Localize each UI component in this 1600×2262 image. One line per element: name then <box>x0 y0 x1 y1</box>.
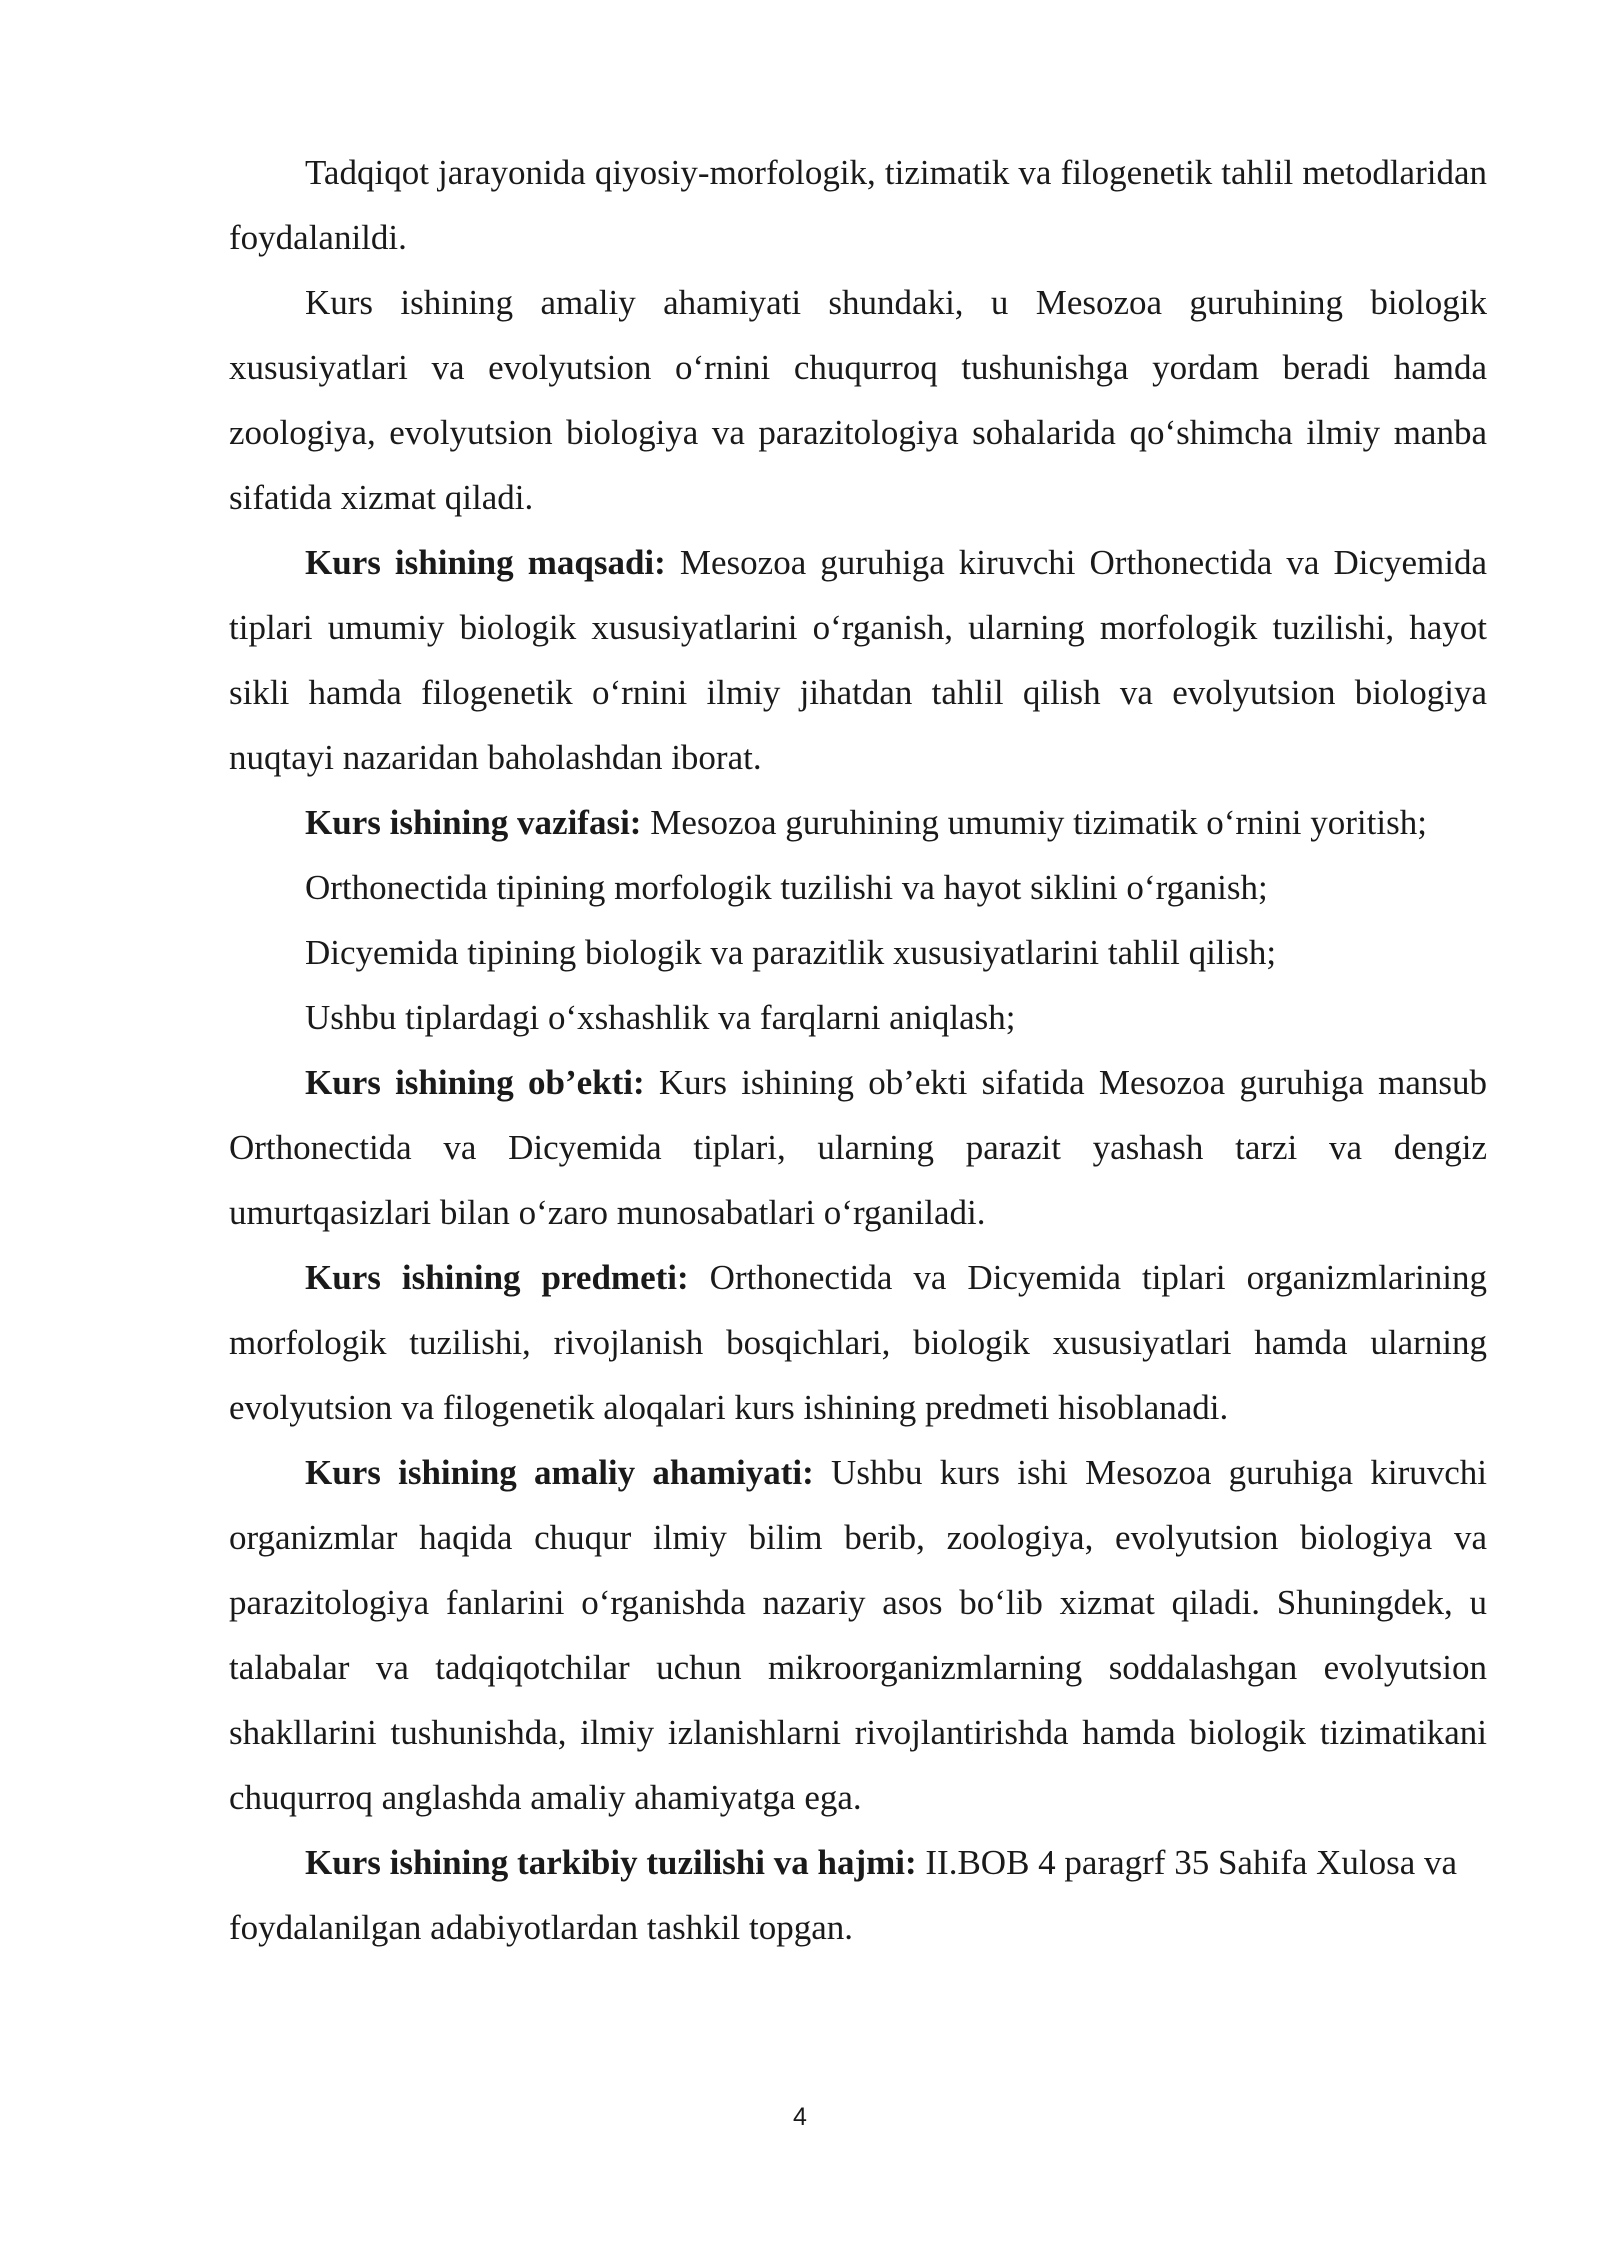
paragraph-goal <box>229 530 1487 790</box>
paragraph-object <box>229 1050 1487 1245</box>
paragraph-practical-significance <box>229 1440 1487 1830</box>
paragraph-significance-intro <box>229 270 1487 530</box>
page-number: 4 <box>793 2103 807 2131</box>
paragraph-text: Orthonectida va Dicyemida tiplari organizmlarining morfologik tuzilishi, rivojlanish bosqichlari, biologik xususiyatlari hamda ularning evolyutsion va filogenetik aloqalari kurs ishining predmeti hisoblanadi. <box>229 1258 1487 1427</box>
paragraph-subject <box>229 1245 1487 1440</box>
paragraph-task-item <box>229 985 1487 1050</box>
paragraph-task-item <box>229 855 1487 920</box>
paragraph-text: Ushbu kurs ishi Mesozoa guruhiga kiruvchi organizmlar haqida chuqur ilmiy bilim berib, zoologiya, evolyutsion biologiya va parazitologiya fanlarini oʻrganishda nazariy asos boʻlib xizmat qiladi. Shuningdek, u talabalar va tadqiqotchilar uchun mikroorganizmlarning soddalashgan evolyutsion shakllarini tushunishda, ilmiy izlanishlarni rivojlantirishda hamda biologik tizimatikani chuqurroq anglashda amaliy ahamiyatga ega. <box>229 1453 1487 1817</box>
paragraph-text: Ushbu tiplardagi oʻxshashlik va farqlarni aniqlash; <box>305 998 1016 1037</box>
paragraph-label: Kurs ishining maqsadi: <box>305 543 666 582</box>
paragraph-text: Tadqiqot jarayonida qiyosiy-morfologik, tizimatik va filogenetik tahlil metodlaridan foydalanildi. <box>229 153 1487 257</box>
paragraph-task-item <box>229 920 1487 985</box>
paragraph-label: Kurs ishining amaliy ahamiyati: <box>305 1453 814 1492</box>
paragraph-label: Kurs ishining vazifasi: <box>305 803 642 842</box>
paragraph-text: Mesozoa guruhining umumiy tizimatik oʻrnini yoritish; <box>641 803 1427 842</box>
paragraph-label: Kurs ishining tarkibiy tuzilishi va hajmi: <box>305 1843 917 1882</box>
paragraph-structure <box>229 1830 1487 1960</box>
paragraph-text: Orthonectida tipining morfologik tuzilishi va hayot siklini oʻrganish; <box>305 868 1268 907</box>
paragraph-text: II.BOB 4 paragrf 35 Sahifa Xulosa va foydalanilgan adabiyotlardan tashkil topgan. <box>229 1843 1458 1947</box>
paragraph-text: Kurs ishining ob’ekti sifatida Mesozoa guruhiga mansub Orthonectida va Dicyemida tiplari, ularning parazit yashash tarzi va dengiz umurtqasizlari bilan oʻzaro munosabatlari oʻrganiladi. <box>229 1063 1487 1232</box>
document-body <box>229 140 1487 1960</box>
paragraph-text: Dicyemida tipining biologik va parazitlik xususiyatlarini tahlil qilish; <box>305 933 1277 972</box>
paragraph-tasks <box>229 790 1487 855</box>
paragraph-label: Kurs ishining ob’ekti: <box>305 1063 645 1102</box>
paragraph-methods <box>229 140 1487 270</box>
paragraph-text: Kurs ishining amaliy ahamiyati shundaki, u Mesozoa guruhining biologik xususiyatlari va evolyutsion oʻrnini chuqurroq tushunishga yordam beradi hamda zoologiya, evolyutsion biologiya va parazitologiya sohalarida qoʻshimcha ilmiy manba sifatida xizmat qiladi. <box>229 283 1487 517</box>
paragraph-text: Mesozoa guruhiga kiruvchi Orthonectida va Dicyemida tiplari umumiy biologik xususiyatlarini oʻrganish, ularning morfologik tuzilishi, hayot sikli hamda filogenetik oʻrnini ilmiy jihatdan tahlil qilish va evolyutsion biologiya nuqtayi nazaridan baholashdan iborat. <box>229 543 1487 777</box>
paragraph-label: Kurs ishining predmeti: <box>305 1258 689 1297</box>
